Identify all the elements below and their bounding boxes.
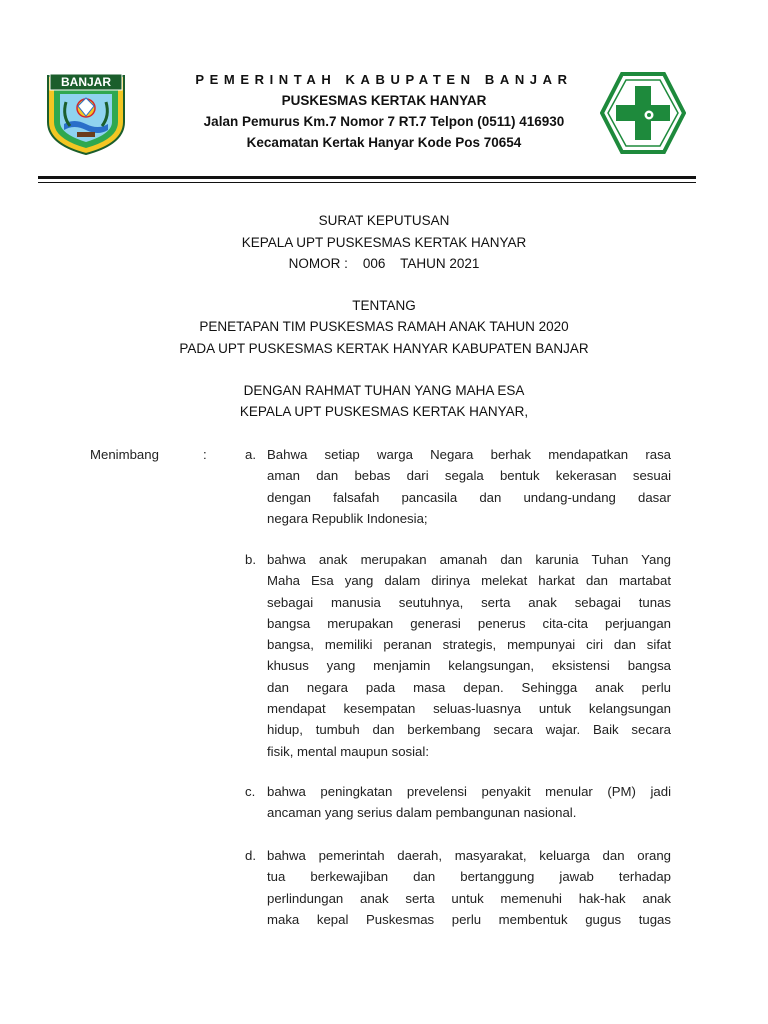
item-b-line: fisik, mental maupun sosial: bbox=[267, 743, 429, 759]
item-a-text bbox=[267, 444, 671, 529]
item-b-line: bangsa merupakan generasi penerus cita-cita perjuangan bbox=[267, 615, 671, 631]
item-a-marker: a. bbox=[245, 447, 256, 462]
letterhead-institution-line: PUSKESMAS KERTAK HANYAR bbox=[281, 93, 487, 108]
kepala-line: KEPALA UPT PUSKESMAS KERTAK HANYAR, bbox=[239, 404, 529, 419]
item-b-line: mendapat kesempatan seluas-luasnya untuk kelangsungan bbox=[267, 701, 671, 717]
item-b-line: Maha Esa yang dalam dirinya melekat harkat dan martabat bbox=[267, 573, 671, 589]
letterhead-divider-thin bbox=[38, 182, 696, 183]
nomor-label: NOMOR : bbox=[288, 256, 348, 271]
item-d-line: tua berkewajiban dan bertanggung jawab terhadap bbox=[267, 869, 671, 885]
decree-issuer: KEPALA UPT PUSKESMAS KERTAK HANYAR bbox=[241, 235, 527, 250]
decree-year: TAHUN 2021 bbox=[400, 256, 480, 271]
letterhead-district-line: Kecamatan Kertak Hanyar Kode Pos 70654 bbox=[246, 135, 522, 150]
tentang-heading: TENTANG bbox=[352, 298, 416, 313]
menimbang-colon: : bbox=[203, 447, 207, 462]
item-d-text bbox=[267, 845, 671, 930]
item-d-marker: d. bbox=[245, 848, 256, 863]
letterhead-government-line: PEMERINTAH KABUPATEN BANJAR bbox=[195, 72, 573, 87]
item-c-line: ancaman yang serius dalam pembangunan nasional. bbox=[267, 805, 577, 821]
letterhead-address-line: Jalan Pemurus Km.7 Nomor 7 RT.7 Telpon (0511) 416930 bbox=[203, 114, 565, 129]
item-b-line: dan negara pada masa depan. Sehingga anak perlu bbox=[267, 679, 671, 695]
item-b-marker: b. bbox=[245, 552, 256, 567]
item-b-line: bahwa anak merupakan amanah dan karunia Tuhan Yang bbox=[267, 552, 671, 567]
kabupaten-banjar-logo-icon bbox=[44, 72, 128, 156]
decree-number-line bbox=[60, 256, 708, 271]
decree-type: SURAT KEPUTUSAN bbox=[318, 213, 450, 228]
item-a-line: dengan falsafah pancasila dan undang-undang dasar bbox=[267, 489, 671, 505]
item-c-line: bahwa peningkatan prevelensi penyakit menular (PM) jadi bbox=[267, 784, 671, 799]
item-b-line: bangsa, memiliki peranan strategis, mempunyai ciri dan sifat bbox=[267, 637, 671, 653]
item-a-line: negara Republik Indonesia; bbox=[267, 510, 428, 526]
logo-left-text: BANJAR bbox=[60, 75, 112, 89]
rahmat-line: DENGAN RAHMAT TUHAN YANG MAHA ESA bbox=[243, 383, 525, 398]
item-b-text bbox=[267, 549, 671, 762]
letterhead-divider-thick bbox=[38, 176, 696, 179]
item-c-marker: c. bbox=[245, 784, 256, 799]
item-a-line: aman dan bebas dari segala bentuk kekerasan sesuai bbox=[267, 468, 671, 484]
decree-subject-line2: PADA UPT PUSKESMAS KERTAK HANYAR KABUPATEN BANJAR bbox=[179, 341, 589, 356]
item-b-line: hidup, tumbuh dan berkembang secara wajar. Baik secara bbox=[267, 722, 671, 738]
item-c-text bbox=[267, 781, 671, 824]
item-b-line: sebagai manusia seutuhnya, serta anak sebagai tunas bbox=[267, 594, 671, 610]
nomor-value: 006 bbox=[362, 256, 386, 271]
puskesmas-cross-icon bbox=[600, 72, 686, 154]
item-d-line: perlindungan anak serta untuk memenuhi hak-hak anak bbox=[267, 890, 671, 906]
item-b-line: khusus yang menjamin kelangsungan, eksistensi bangsa bbox=[267, 658, 671, 674]
menimbang-label: Menimbang bbox=[90, 447, 159, 462]
item-a-line: Bahwa setiap warga Negara berhak mendapatkan rasa bbox=[267, 447, 671, 462]
item-d-line: maka kepal Puskesmas perlu membentuk gugus tugas bbox=[267, 911, 671, 927]
item-d-line: bahwa pemerintah daerah, masyarakat, keluarga dan orang bbox=[267, 848, 671, 863]
decree-subject-line1: PENETAPAN TIM PUSKESMAS RAMAH ANAK TAHUN 2020 bbox=[199, 319, 569, 334]
